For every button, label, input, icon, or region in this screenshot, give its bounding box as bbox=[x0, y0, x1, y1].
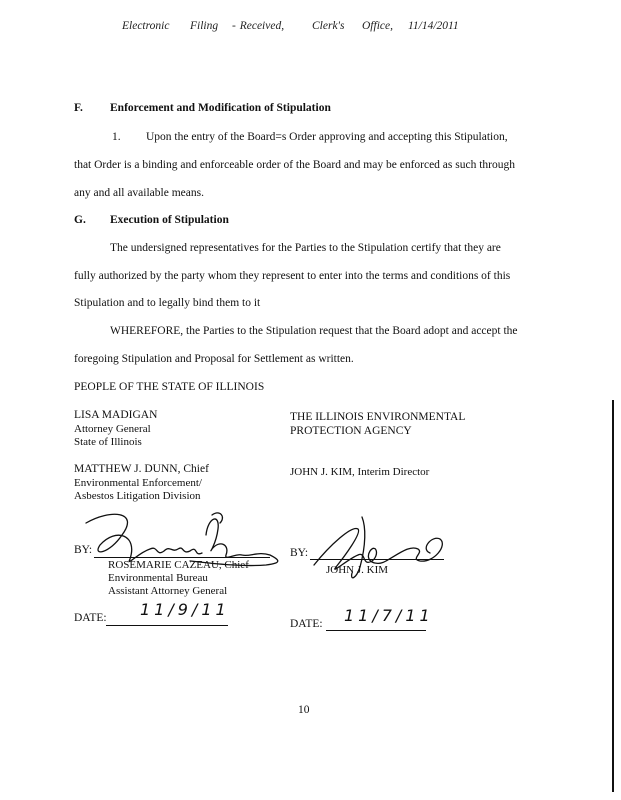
left-signer-title-2: Assistant Attorney General bbox=[108, 585, 228, 597]
wherefore-line-1: WHEREFORE, the Parties to the Stipulation request that the Board adopt and accept the bbox=[110, 325, 518, 337]
left-party-title-1: Attorney General bbox=[74, 423, 151, 435]
right-signer-name: JOHN J. KIM bbox=[326, 564, 389, 576]
left-by-label: BY: bbox=[74, 544, 93, 556]
header-word-electronic: Electronic bbox=[122, 20, 170, 32]
left-chief-title-2: Asbestos Litigation Division bbox=[74, 490, 201, 502]
left-party-name: LISA MADIGAN bbox=[74, 409, 158, 421]
section-f-line-2: that Order is a binding and enforceable order of the Board and may be enforced as such through bbox=[74, 159, 515, 171]
section-f-line-3: any and all available means. bbox=[74, 187, 204, 199]
header-word-clerks: Clerk's bbox=[312, 20, 345, 32]
header-word-filing: Filing bbox=[190, 20, 219, 32]
left-chief-name: MATTHEW J. DUNN, Chief bbox=[74, 463, 209, 475]
right-agency-line-2: PROTECTION AGENCY bbox=[290, 425, 412, 437]
left-signer-name: ROSEMARIE CAZEAU, Chief bbox=[108, 559, 249, 571]
header-word-office: Office, bbox=[362, 20, 393, 32]
right-by-label: BY: bbox=[290, 547, 309, 559]
header-date: 11/14/2011 bbox=[408, 20, 459, 32]
left-signer-title-1: Environmental Bureau bbox=[108, 572, 208, 584]
right-date-line bbox=[326, 630, 426, 631]
header-word-received: - Received, bbox=[232, 20, 285, 32]
left-party-title-2: State of Illinois bbox=[74, 436, 142, 448]
page-number: 10 bbox=[298, 704, 310, 716]
right-agency-line-1: THE ILLINOIS ENVIRONMENTAL bbox=[290, 411, 466, 423]
people-of-state: PEOPLE OF THE STATE OF ILLINOIS bbox=[74, 381, 265, 393]
right-director: JOHN J. KIM, Interim Director bbox=[290, 466, 430, 478]
section-g-line-2: fully authorized by the party whom they represent to enter into the terms and conditions of this bbox=[74, 270, 511, 282]
right-handwritten-date: 11/7/11 bbox=[344, 606, 434, 625]
left-date-line bbox=[106, 625, 228, 626]
section-f-line-1: Upon the entry of the Board=s Order approving and accepting this Stipulation, bbox=[146, 131, 508, 143]
section-g-line-3: Stipulation and to legally bind them to it bbox=[74, 297, 261, 309]
left-date-label: DATE: bbox=[74, 612, 107, 624]
scan-edge-line bbox=[612, 400, 614, 792]
left-chief-title-1: Environmental Enforcement/ bbox=[74, 477, 202, 489]
section-f-para-number: 1. bbox=[112, 131, 121, 143]
section-g-line-1: The undersigned representatives for the Parties to the Stipulation certify that they are bbox=[110, 242, 501, 254]
section-g-letter: G. bbox=[74, 214, 86, 226]
section-f-title: Enforcement and Modification of Stipulation bbox=[110, 102, 331, 114]
section-g-title: Execution of Stipulation bbox=[110, 214, 229, 226]
left-handwritten-date: 11/9/11 bbox=[140, 600, 230, 619]
right-date-label: DATE: bbox=[290, 618, 323, 630]
wherefore-line-2: foregoing Stipulation and Proposal for Settlement as written. bbox=[74, 353, 354, 365]
section-f-letter: F. bbox=[74, 102, 83, 114]
